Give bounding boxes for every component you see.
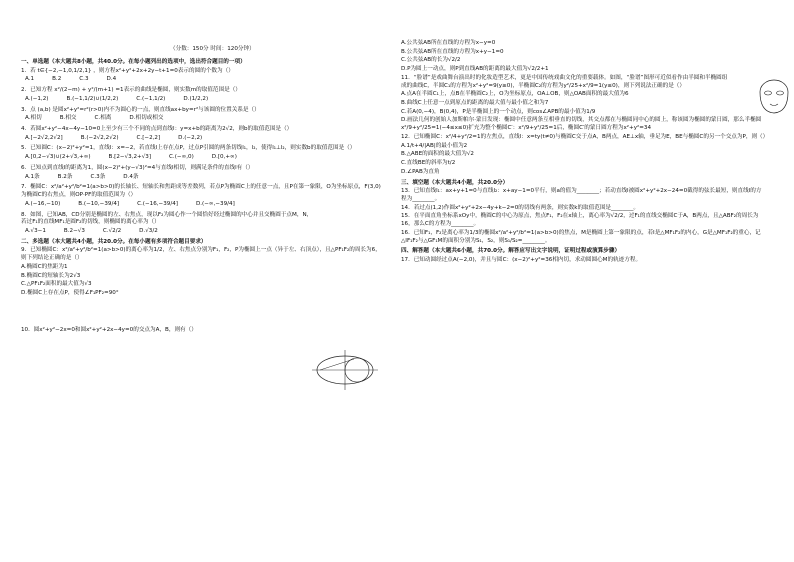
question-10-option-c: C.公共弦AB的长为√2/2 xyxy=(401,57,461,64)
option: C.(−∞,0) xyxy=(169,154,194,161)
question-15: 15．在平面直角坐标系xOy中，椭圆C的中心为原点，焦点F₁，F₂在x轴上，离心率为√2/2，过F₁的直线交椭圆C于A，B两点，且△ABF₂的周长为16，那么C的方程为________。 xyxy=(401,213,759,228)
question-10-option-d: D.P为圆上一动点，则P到直线AB的距离的最大值为√2/2+1 xyxy=(401,66,549,73)
question-9-option-b: B.椭圆C的短轴长为2√3 xyxy=(21,272,81,279)
question-10-option-b: B.公共弦AB所在直线的方程为x+y−1=0 xyxy=(401,48,504,55)
question-3: 3．点 (a,b) 是圆x²+y²=r²(r>0)内不为圆心的一点，则直线ax+by=r²与该圆的位置关系是（） xyxy=(21,106,260,113)
question-1: 1．若 t∈{−2,−1,0,1/2,1} ，则方程x²+y²+2x+2y−t+1=0表示的圆的个数为（） xyxy=(21,67,234,74)
right-column xyxy=(401,40,769,266)
section-2-title: 二、多选题（本大题共4小题，共20.0分。在每小题有多项符合题目要求） xyxy=(21,238,207,245)
section-1-title: 一、单选题（本大题共8小题，共40.0分。在每小题列出的选项中，选出符合题目的一项） xyxy=(21,59,246,65)
option: B.(−10,−39/4] xyxy=(78,200,120,207)
option: D.(−2,2) xyxy=(178,134,203,141)
question-9: 9．已知椭圆C：x²/a²+y²/b²=1(a>b>0)的离心率为1/2，左、右焦点分别为F₁，F₂，P为椭圆上一点（异于左、右顶点），且△PF₁F₂的周长为6，则下列结论正确的是（） xyxy=(21,247,381,262)
option: B.2 xyxy=(52,76,62,83)
section-4-title: 四、解答题（本大题共6小题，共70.0分。解答应写出文字说明，证明过程或演算步骤） xyxy=(401,248,621,255)
question-8: 8．如图，已知AB，CD分别是椭圆的左、右焦点，现以F₂为圆心作一个圆恰好经过椭圆的中心并且交椭圆于点M，N，若过F₁的直线MF₁是圆F₂的切线，则椭圆的离心率为（） xyxy=(21,211,313,226)
option: B.(−2√2,2√2) xyxy=(80,134,119,141)
option: C.3 xyxy=(79,76,89,83)
option: C.相离 xyxy=(94,115,112,122)
question-12-option-c: C.直线BE的斜率为t/2 xyxy=(401,160,456,167)
question-3-options xyxy=(25,115,386,123)
mask-figure xyxy=(757,78,791,114)
question-12-option-a: A.1/t+4/|AB|的最小值为2 xyxy=(401,142,468,149)
question-8-options xyxy=(25,228,386,236)
question-17: 17．已知动圆经过点A(−2,0)，并且与圆C：(x−2)²+y²=36相内切，求动圆圆心M的轨迹方程。 xyxy=(401,256,642,263)
option: A.(−1,2) xyxy=(25,95,49,102)
option: B.相交 xyxy=(59,115,77,122)
option: B.(−1,1/2)∪(1/2,2) xyxy=(66,95,119,102)
question-1-options xyxy=(25,76,386,84)
question-9-option-d: D.椭圆C上存在点P，使得∠F₁PF₂=90° xyxy=(21,289,119,296)
option: A.1条 xyxy=(25,173,40,180)
question-7-options xyxy=(25,201,386,209)
question-9-option-c: C.△PF₁F₂面积的最大值为√3 xyxy=(21,281,92,288)
option: D.相切或相交 xyxy=(129,115,164,122)
option: C.√2/2 xyxy=(102,227,122,234)
option: D.(1/2,2) xyxy=(183,95,209,102)
exam-header: （分数：150分 时间：120分钟） xyxy=(170,46,255,52)
option: D.4 xyxy=(106,76,117,83)
question-16: 16．已知F₁，F₂是离心率为1/3的椭圆x²/a²+y²/b²=1(a>b>0)的焦点，M是椭圆上第一象限的点，若I是△MF₁F₂的内心，G是△MF₁F₂的重心，记△IF₁F₂与△GF₁M的面积分别为S₁，S₂，则S₁/S₂=________。 xyxy=(401,229,761,244)
question-6: 6．已知点到直线l的距离为1，圆(x−2)²+(y−√3)²=4与直线l相切，则满足条件的直线l有（） xyxy=(21,164,254,171)
option: B.[2−√3,2+√3] xyxy=(108,154,152,161)
question-11-option-b: B.曲线C上任意一点到原点的距离的最大值与最小值之和为7 xyxy=(401,100,549,107)
question-13: 13．已知直线l₁：ax+y+1=0与直线l₂：x+ay−1=0平行，则a的值为________；若动直线l被圆x²+y²+2x−24=0截得的弦长最短，则直线l的方程为________。 xyxy=(401,188,762,202)
option: A.√3−1 xyxy=(25,227,46,234)
question-2-options xyxy=(25,96,386,104)
question-5-options xyxy=(25,154,386,162)
question-11: 11．“脸谱”是戏曲舞台演出时的化妆造型艺术，更是中国传统戏曲文化的重要载体。如图，“脸谱”图形可近似看作由半圆和半椭圆组成的曲线C，半圆C₁的方程为x²+y²=9(y≥0)，半椭圆C₂的方程为y²/25+x²/9=1(y≤0)，则下列说法正确的是（） xyxy=(401,74,728,89)
option: C.(−16,−39/4] xyxy=(137,200,178,207)
option: D.4条 xyxy=(123,173,139,180)
option: A.[0,2−√3)∪(2+√3,+∞) xyxy=(25,154,91,161)
option: C.3条 xyxy=(90,173,106,180)
question-5: 5．已知圆C：(x−2)²+y²=1，直线l：x=−2，若直线l上存在点P，过点P引圆的两条切线l₁，l₂，使得l₁⊥l₂，则实数b的取值范围是（） xyxy=(21,145,356,152)
question-11-option-c: C.若A(0,−4)，B(0,4)，P是半椭圆上的一个动点，则cos∠APB的最小值为1/9 xyxy=(401,108,596,115)
question-14: 14．若过点(1,2)作圆x²+y²+2x−4y+k−2=0的切线有两条，则实数k的取值范围是________。 xyxy=(401,204,639,211)
option: A.1 xyxy=(25,76,35,83)
question-12-option-b: B.△ABE的面积的最大值为√2 xyxy=(401,151,474,158)
question-9-option-a: A.椭圆C的焦距为1 xyxy=(21,263,68,270)
option: A.[−2√2,2√2] xyxy=(25,134,63,141)
question-11-option-a: A.点A在半圆C₁上，点B在半椭圆C₂上，O为坐标原点，OA⊥OB，则△OAB面积的最大值为6 xyxy=(401,91,629,98)
option: D.[0,+∞) xyxy=(211,154,237,161)
question-7: 7．椭圆C：x²/a²+y²/b²=1(a>b>0)的长轴长、短轴长和焦距成等差数列，若点P为椭圆C上的任意一点，且P在第一象限，O为坐标原点，F(3,0)为椭圆C的右焦点，则OP·PF的取值范围为（） xyxy=(21,184,381,199)
ellipse-figure xyxy=(310,348,380,392)
option: A.(−16,−10) xyxy=(25,200,61,207)
question-6-options xyxy=(25,174,386,182)
option: B.2条 xyxy=(57,173,73,180)
section-3-title: 三、填空题（本大题共4小题，共20.0分） xyxy=(401,179,509,186)
question-12-option-d: D.∠PAB为直角 xyxy=(401,168,440,175)
option: C.[−2,2] xyxy=(136,134,161,141)
left-column xyxy=(21,56,386,335)
option: A.相切 xyxy=(25,115,42,122)
question-4-options xyxy=(25,135,386,143)
question-2: 2．已知方程 x²/(2−m) + y²/(m+1) =1表示的曲线是椭圆，则实数m的取值范围是（） xyxy=(21,87,241,94)
question-11-option-d: D.画法几何的创始人加斯帕尔·蒙日发现：椭圆中任意两条互相垂直的切线，其交点都在与椭圆同中心的圆上，称该圆为椭圆的蒙日圆，那么半椭圆x²/9+y²/25=1(−4≤x≤0)扩充为整个椭圆C′：x²/9+y²/25=1后，椭圆C′的蒙日圆方程为x²+y²=34 xyxy=(401,117,762,132)
question-10: 10．圆x²+y²−2x=0和圆x²+y²+2x−4y=0的交点为A，B，则有（） xyxy=(21,326,197,333)
option: B.2−√3 xyxy=(63,227,85,234)
option: D.(−∞,−39/4] xyxy=(195,200,235,207)
question-10-option-a: A.公共弦AB所在直线的方程为x−y=0 xyxy=(401,40,496,46)
option: D.√3/2 xyxy=(139,227,158,234)
question-4: 4．若圆x²+y²−4x−4y−10=0上至少有三个不同的点到直线l：y=x+b的距离为2√2，则b的取值范围是（） xyxy=(21,126,293,133)
question-12: 12．已知椭圆C：x²/4+y²/2=1的左焦点，直线l：x=ty(t≠0)与椭圆C交于点A，B两点，AE⊥x轴，垂足为E，BE与椭圆C的另一个交点为P，则（） xyxy=(401,133,769,140)
option: C.(−1,1/2) xyxy=(136,95,166,102)
